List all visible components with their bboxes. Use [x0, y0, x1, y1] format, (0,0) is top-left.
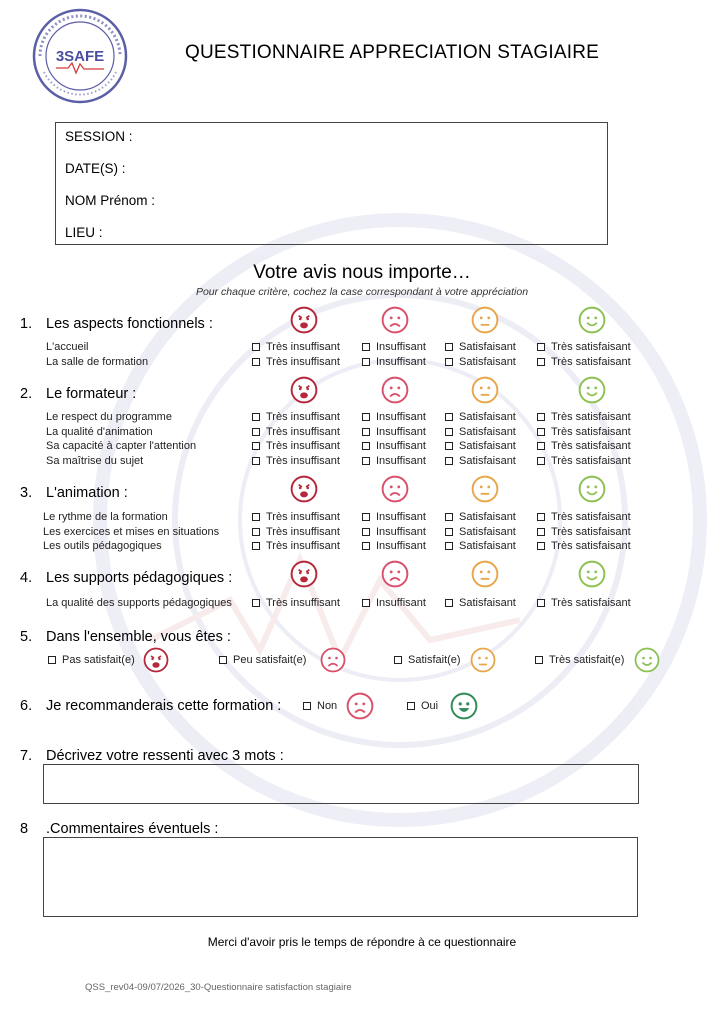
rating-option-label: Satisfaisant	[459, 540, 516, 553]
rating-option-label: Très satisfaisant	[551, 455, 631, 468]
rating-checkbox[interactable]	[537, 599, 545, 607]
overall-checkbox[interactable]	[394, 656, 402, 664]
rating-checkbox[interactable]	[252, 428, 260, 436]
rating-checkbox[interactable]	[537, 442, 545, 450]
section-title: Les aspects fonctionnels :	[46, 316, 213, 332]
very-unsatisfied-face-icon	[290, 376, 318, 409]
rating-option-label: Insuffisant	[376, 455, 426, 468]
section-title-overall: Dans l'ensemble, vous êtes :	[46, 629, 231, 645]
rating-checkbox[interactable]	[445, 413, 453, 421]
criterion-label: La qualité des supports pédagogiques	[46, 597, 232, 609]
rating-checkbox[interactable]	[362, 428, 370, 436]
rating-option-label: Satisfaisant	[459, 511, 516, 523]
rating-option-label: Insuffisant	[376, 511, 426, 523]
rating-checkbox[interactable]	[362, 457, 370, 465]
satisfied-face-icon	[578, 376, 606, 409]
dates-field[interactable]: DATE(S) :	[65, 161, 126, 176]
very-unsatisfied-face-icon	[290, 306, 318, 339]
rating-option-label: Très insuffisant	[266, 525, 340, 538]
overall-checkbox[interactable]	[48, 656, 56, 664]
rating-checkbox[interactable]	[362, 542, 370, 550]
rating-option-label: Satisfaisant	[459, 455, 516, 468]
overall-option[interactable]	[394, 654, 461, 666]
rating-checkbox[interactable]	[362, 343, 370, 351]
rating-option[interactable]	[362, 455, 426, 467]
rating-option[interactable]	[537, 411, 631, 423]
section-number: 7.	[20, 748, 33, 764]
rating-checkbox[interactable]	[252, 413, 260, 421]
unsatisfied-face-icon	[346, 692, 374, 725]
rating-option-label: Très satisfaisant	[551, 525, 631, 538]
rating-option[interactable]	[252, 511, 340, 523]
rating-option-label: Satisfaisant	[459, 341, 516, 353]
neutral-face-icon	[470, 647, 496, 678]
criterion-label: Sa maîtrise du sujet	[46, 455, 144, 468]
rating-option[interactable]	[362, 511, 426, 523]
rating-option[interactable]	[252, 426, 340, 438]
rating-option-label: Satisfaisant	[459, 525, 516, 538]
rating-option[interactable]	[445, 597, 516, 609]
rating-option-label: Satisfaisant	[459, 355, 516, 368]
rating-option[interactable]	[362, 540, 426, 552]
rating-option[interactable]	[445, 411, 516, 423]
rating-checkbox[interactable]	[362, 413, 370, 421]
trainee-info-box[interactable]	[55, 122, 608, 245]
rating-option-label: Insuffisant	[376, 540, 426, 553]
section-title-recommend: Je recommanderais cette formation :	[46, 698, 282, 714]
rating-option[interactable]	[445, 540, 516, 552]
criterion-label: L'accueil	[46, 341, 89, 353]
rating-option-label: Très satisfaisant	[551, 341, 631, 353]
rating-option[interactable]	[537, 341, 631, 353]
rating-checkbox[interactable]	[537, 457, 545, 465]
rating-option-label: Très insuffisant	[266, 511, 340, 523]
criterion-label: Le rythme de la formation	[43, 511, 168, 523]
rating-option-label: Très insuffisant	[266, 540, 340, 553]
rating-checkbox[interactable]	[445, 428, 453, 436]
rating-option-label: Très insuffisant	[266, 411, 340, 423]
rating-option[interactable]	[362, 411, 426, 423]
neutral-face-icon	[471, 376, 499, 409]
section-title-comments: .Commentaires éventuels :	[46, 821, 219, 837]
rating-option-label: Satisfaisant	[459, 411, 516, 423]
rating-checkbox[interactable]	[252, 457, 260, 465]
neutral-face-icon	[471, 475, 499, 508]
rating-checkbox[interactable]	[445, 457, 453, 465]
rating-checkbox[interactable]	[445, 442, 453, 450]
unsatisfied-face-icon	[320, 647, 346, 678]
satisfied-face-icon	[578, 560, 606, 593]
rating-option-label: Très insuffisant	[266, 425, 340, 438]
rating-option-label: Très satisfaisant	[551, 511, 631, 523]
satisfied-face-icon	[634, 647, 660, 678]
comments-textbox[interactable]	[43, 837, 638, 917]
overall-checkbox[interactable]	[219, 656, 227, 664]
rating-checkbox[interactable]	[252, 442, 260, 450]
criterion-label: La salle de formation	[46, 355, 149, 368]
rating-option-label: Très insuffisant	[266, 341, 340, 353]
three-words-textbox[interactable]	[43, 764, 639, 804]
rating-option[interactable]	[362, 597, 426, 609]
overall-option-label: Très satisfait(e)	[549, 654, 625, 666]
rating-option[interactable]	[537, 540, 631, 552]
rating-option-label: Très satisfaisant	[551, 597, 631, 609]
overall-option[interactable]	[219, 654, 306, 666]
rating-option-label: Très insuffisant	[266, 355, 340, 368]
session-field[interactable]: SESSION :	[65, 129, 133, 144]
rating-option-label: Insuffisant	[376, 597, 426, 609]
rating-checkbox[interactable]	[445, 528, 453, 536]
rating-option-label: Insuffisant	[376, 411, 426, 423]
unsatisfied-face-icon	[381, 475, 409, 508]
section-number: 3.	[20, 485, 33, 501]
rating-checkbox[interactable]	[362, 442, 370, 450]
thank-you-note: Merci d'avoir pris le temps de répondre à ce questionnaire	[207, 935, 517, 949]
rating-option-label: Satisfaisant	[459, 440, 516, 453]
unsatisfied-face-icon	[381, 376, 409, 409]
rating-checkbox[interactable]	[445, 343, 453, 351]
section-title: L'animation :	[46, 485, 128, 501]
recommend-option[interactable]	[303, 700, 337, 712]
rating-option-label: Insuffisant	[376, 525, 426, 538]
rating-option[interactable]	[537, 440, 631, 452]
overall-option[interactable]	[48, 654, 135, 666]
rating-checkbox[interactable]	[362, 528, 370, 536]
recommend-checkbox[interactable]	[303, 702, 311, 710]
rating-checkbox[interactable]	[537, 513, 545, 521]
rating-checkbox[interactable]	[252, 513, 260, 521]
rating-option[interactable]	[362, 356, 426, 368]
document-reference: QSS_rev04-09/07/2026_30-Questionnaire satisfaction stagiaire	[85, 982, 352, 993]
overall-checkbox[interactable]	[535, 656, 543, 664]
satisfied-face-icon	[578, 475, 606, 508]
section-number: 4.	[20, 570, 33, 586]
rating-option[interactable]	[445, 455, 516, 467]
section-number: 2.	[20, 386, 33, 402]
rating-checkbox[interactable]	[252, 528, 260, 536]
section-title: Le formateur :	[46, 386, 137, 402]
section-title: Les supports pédagogiques :	[46, 570, 233, 586]
rating-option-label: Insuffisant	[376, 440, 426, 453]
rating-option[interactable]	[252, 356, 340, 368]
rating-option-label: Satisfaisant	[459, 597, 516, 609]
rating-option[interactable]	[362, 526, 426, 538]
very-unsatisfied-face-icon	[290, 475, 318, 508]
rating-checkbox[interactable]	[252, 358, 260, 366]
overall-option-label: Satisfait(e)	[408, 654, 461, 666]
rating-option[interactable]	[252, 440, 340, 452]
rating-option[interactable]	[445, 426, 516, 438]
rating-checkbox[interactable]	[362, 358, 370, 366]
rating-checkbox[interactable]	[537, 343, 545, 351]
rating-option[interactable]	[252, 540, 340, 552]
rating-option[interactable]	[252, 526, 340, 538]
rating-option[interactable]	[537, 426, 631, 438]
overall-option-label: Peu satisfait(e)	[233, 654, 307, 666]
rating-option[interactable]	[445, 440, 516, 452]
rating-checkbox[interactable]	[445, 542, 453, 550]
rating-option-label: Insuffisant	[376, 425, 426, 438]
neutral-face-icon	[471, 306, 499, 339]
criterion-label: Les outils pédagogiques	[43, 540, 162, 553]
rating-option[interactable]	[445, 356, 516, 368]
page-title: QUESTIONNAIRE APPRECIATION STAGIAIRE	[185, 42, 600, 63]
section-number: 1.	[20, 316, 33, 332]
section-number: 6.	[20, 698, 33, 714]
section-heading: Votre avis nous importe…	[253, 262, 471, 283]
rating-checkbox[interactable]	[252, 343, 260, 351]
rating-checkbox[interactable]	[362, 513, 370, 521]
rating-option-label: Très satisfaisant	[551, 540, 631, 553]
rating-checkbox[interactable]	[537, 542, 545, 550]
rating-option[interactable]	[252, 411, 340, 423]
rating-option[interactable]	[445, 526, 516, 538]
satisfied-face-icon	[578, 306, 606, 339]
rating-checkbox[interactable]	[445, 599, 453, 607]
section-number: 5.	[20, 629, 33, 645]
rating-option-label: Très insuffisant	[266, 597, 340, 609]
rating-option[interactable]	[362, 440, 426, 452]
recommend-option-label: Non	[317, 700, 338, 712]
rating-option-label: Satisfaisant	[459, 425, 516, 438]
criterion-label: Sa capacité à capter l'attention	[46, 440, 197, 453]
name-field[interactable]: NOM Prénom :	[65, 193, 156, 208]
rating-option[interactable]	[537, 455, 631, 467]
unsatisfied-face-icon	[381, 560, 409, 593]
very-unsatisfied-face-icon	[290, 560, 318, 593]
rating-option[interactable]	[537, 356, 631, 368]
criterion-label: La qualité d'animation	[46, 425, 153, 438]
rating-checkbox[interactable]	[445, 358, 453, 366]
rating-checkbox[interactable]	[537, 358, 545, 366]
rating-option[interactable]	[252, 597, 340, 609]
overall-option[interactable]	[535, 654, 624, 666]
company-logo	[30, 6, 130, 106]
section-number: 8	[20, 821, 29, 837]
unsatisfied-face-icon	[381, 306, 409, 339]
rating-option-label: Très insuffisant	[266, 440, 340, 453]
rating-option[interactable]	[445, 511, 516, 523]
rating-option-label: Très satisfaisant	[551, 355, 631, 368]
rating-checkbox[interactable]	[537, 528, 545, 536]
rating-option[interactable]	[362, 341, 426, 353]
happy-face-icon	[450, 692, 478, 725]
overall-option-label: Pas satisfait(e)	[62, 654, 135, 666]
recommend-option[interactable]	[407, 700, 438, 712]
rating-checkbox[interactable]	[445, 513, 453, 521]
rating-option-label: Très satisfaisant	[551, 425, 631, 438]
rating-option[interactable]	[252, 455, 340, 467]
recommend-checkbox[interactable]	[407, 702, 415, 710]
rating-option[interactable]	[362, 426, 426, 438]
rating-option-label: Très satisfaisant	[551, 411, 631, 423]
rating-checkbox[interactable]	[537, 413, 545, 421]
rating-checkbox[interactable]	[252, 599, 260, 607]
very-unsatisfied-face-icon	[143, 647, 169, 678]
rating-option-label: Très satisfaisant	[551, 440, 631, 453]
rating-option[interactable]	[252, 341, 340, 353]
rating-option[interactable]	[537, 526, 631, 538]
rating-option[interactable]	[537, 597, 631, 609]
rating-checkbox[interactable]	[362, 599, 370, 607]
section-title-three-words: Décrivez votre ressenti avec 3 mots :	[46, 748, 284, 764]
lieu-field[interactable]: LIEU :	[65, 225, 103, 240]
rating-option[interactable]	[445, 341, 516, 353]
rating-option-label: Très insuffisant	[266, 455, 340, 468]
criterion-label: Le respect du programme	[46, 411, 172, 423]
rating-checkbox[interactable]	[537, 428, 545, 436]
rating-option-label: Insuffisant	[376, 355, 426, 368]
instructions: Pour chaque critère, cochez la case correspondant à votre appréciation	[195, 286, 529, 298]
recommend-option-label: Oui	[421, 700, 439, 712]
rating-option-label: Insuffisant	[376, 341, 426, 353]
rating-checkbox[interactable]	[252, 542, 260, 550]
criterion-label: Les exercices et mises en situations	[43, 525, 220, 538]
rating-option[interactable]	[537, 511, 631, 523]
neutral-face-icon	[471, 560, 499, 593]
logo-text: 3SAFE	[55, 48, 105, 65]
